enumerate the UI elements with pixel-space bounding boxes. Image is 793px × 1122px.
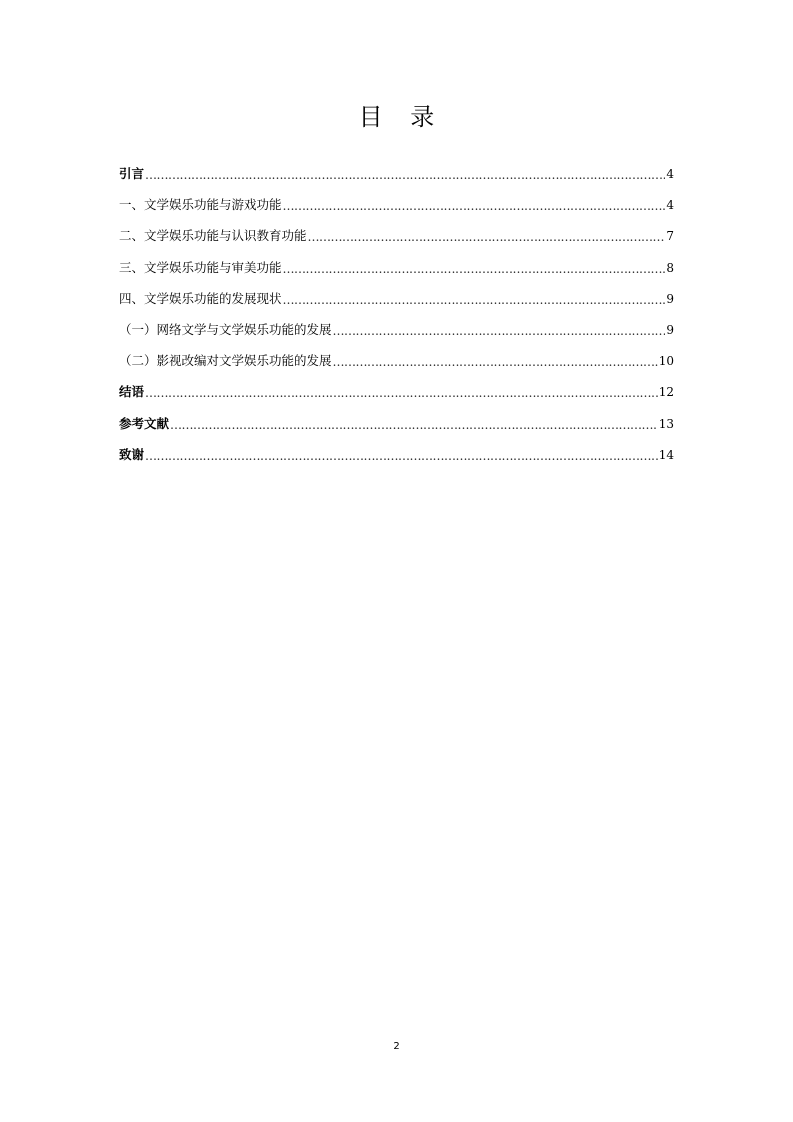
page-title: 目 录 — [358, 103, 445, 131]
toc-dot-leader — [145, 383, 658, 403]
toc-dot-leader — [333, 321, 666, 341]
toc-entry-page: 12 — [658, 385, 674, 400]
toc-entry-page: 9 — [666, 322, 674, 337]
toc-dot-leader — [333, 352, 658, 372]
toc-entry-label: 参考文献 — [119, 415, 170, 431]
toc-entry-conclusion[interactable] — [119, 382, 674, 413]
toc-entry-page: 14 — [658, 447, 674, 462]
toc-entry-page: 4 — [666, 167, 674, 181]
toc-entry-label: 三、文学娱乐功能与审美功能 — [119, 259, 282, 275]
toc-entry-section-4[interactable] — [119, 289, 674, 320]
toc-entry-label: 结语 — [119, 384, 145, 400]
toc-entry-label: 四、文学娱乐功能的发展现状 — [119, 290, 282, 306]
toc-entry-section-3[interactable] — [119, 258, 674, 289]
toc-dot-leader — [145, 165, 665, 185]
toc-entry-label: 二、文学娱乐功能与认识教育功能 — [119, 228, 307, 244]
toc-entry-introduction[interactable] — [119, 164, 674, 195]
toc-entry-section-1[interactable] — [119, 195, 674, 226]
toc-entry-subsection-4-1[interactable] — [119, 320, 674, 351]
toc-entry-acknowledgements[interactable] — [119, 445, 674, 476]
toc-dot-leader — [170, 415, 658, 435]
toc-entry-subsection-4-2[interactable] — [119, 351, 674, 382]
toc-entry-label: 致谢 — [119, 446, 145, 462]
page-number: 2 — [393, 1041, 400, 1052]
toc-dot-leader — [283, 196, 666, 216]
toc-dot-leader — [145, 446, 658, 466]
toc-entry-page: 7 — [666, 229, 674, 244]
toc-dot-leader — [308, 227, 666, 247]
toc-entry-page: 10 — [658, 354, 674, 369]
toc-entry-page: 8 — [666, 260, 674, 275]
toc-entry-label: 一、文学娱乐功能与游戏功能 — [119, 197, 282, 213]
toc-entry-page: 13 — [658, 416, 674, 431]
toc-entry-page: 9 — [666, 291, 674, 306]
toc-entry-references[interactable] — [119, 414, 674, 445]
toc-entry-label: （一）网络文学与文学娱乐功能的发展 — [119, 321, 332, 337]
toc-dot-leader — [283, 290, 666, 310]
toc-dot-leader — [283, 259, 666, 279]
toc-entry-page: 4 — [666, 198, 674, 213]
toc-entry-label: 引言 — [119, 166, 145, 181]
toc-entry-section-2[interactable] — [119, 226, 674, 257]
toc-entry-label: （二）影视改编对文学娱乐功能的发展 — [119, 353, 332, 369]
table-of-contents — [119, 164, 674, 476]
